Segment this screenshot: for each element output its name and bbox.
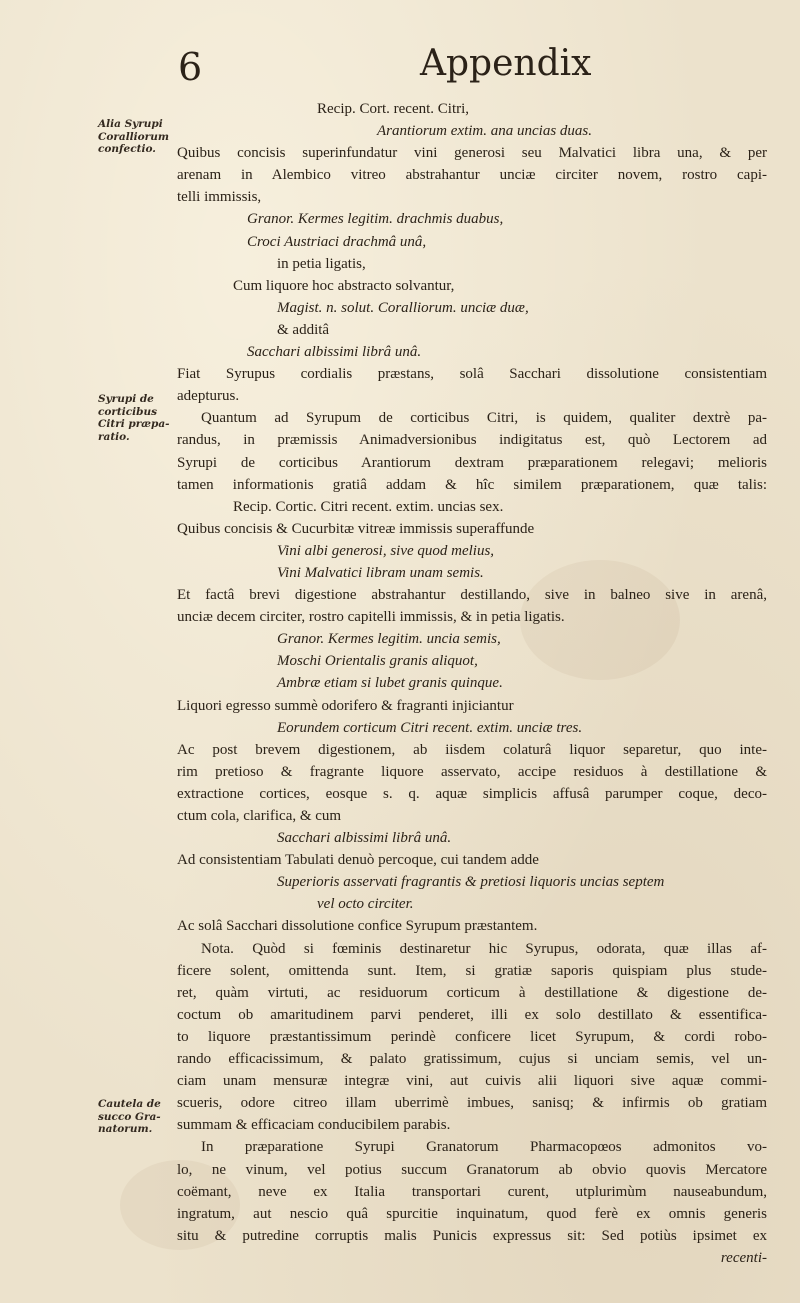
text-line: rando efficacissimum, & palato gratissimum, cujus si unciam semis, vel un- xyxy=(177,1051,767,1068)
text-line: Cum liquore hoc abstracto solvantur, xyxy=(233,277,455,294)
text-line: coëmant, neve ex Italia transportari curent, utplurimùm nauseabundum, xyxy=(177,1183,767,1200)
text-line: Ac solâ Sacchari dissolutione confice Syrupum præstantem. xyxy=(177,918,538,935)
text-line: Magist. n. solut. Coralliorum. unciæ duæ, xyxy=(277,299,529,316)
text-line: Arantiorum extim. ana uncias duas. xyxy=(377,123,592,140)
text-line: to liquore præstantissimum perindè conficere licet Syrupum, & cordi robo- xyxy=(177,1028,767,1045)
text-line: telli immissis, xyxy=(177,189,262,206)
margin-note xyxy=(98,393,176,443)
text-line: Ambræ etiam si lubet granis quinque. xyxy=(277,675,503,692)
text-line: ret, quàm virtuti, ac residuorum corticum à destillatione & digestione de- xyxy=(177,984,767,1001)
text-line: Sacchari albissimi librâ unâ. xyxy=(277,830,452,847)
text-line: Nota. Quòd si fœminis destinaretur hic Syrupus, odorata, quæ illas af- xyxy=(201,940,767,957)
text-line: ficere solent, omittenda sunt. Item, si gratiæ saporis quispiam plus stude- xyxy=(177,962,767,979)
text-line: in petia ligatis, xyxy=(277,255,366,272)
text-line: Granor. Kermes legitim. drachmis duabus, xyxy=(247,211,504,228)
text-line: Quantum ad Syrupum de corticibus Citri, is quidem, qualiter dextrè pa- xyxy=(201,410,767,427)
text-line: Ad consistentiam Tabulati denuò percoque, cui tandem adde xyxy=(177,852,539,869)
margin-note-line: Syrupi de xyxy=(98,393,154,405)
text-line: In præparatione Syrupi Granatorum Pharmacopœos admonitos vo- xyxy=(201,1139,767,1156)
text-line: Sacchari albissimi librâ unâ. xyxy=(247,344,422,361)
text-line: Ac post brevem digestionem, ab iisdem colaturâ liquor separetur, quo inte- xyxy=(177,741,767,758)
text-line: scueris, odore citreo illam uberrimè imbues, sanisq; & infirmis ob gratiam xyxy=(177,1095,767,1112)
text-line: Recip. Cort. recent. Citri, xyxy=(317,101,470,117)
margin-note-line: natorum. xyxy=(98,1123,153,1135)
text-line: summam & efficaciam conducibilem parabis. xyxy=(177,1117,451,1134)
page-title: Appendix xyxy=(420,43,592,84)
text-line: ingratum, aut nescio quâ spurcitie inquinatum, quod ferè ex omnis generis xyxy=(177,1205,767,1222)
text-line: tamen informationis gratiâ addam & hîc similem præparationem, quæ talis: xyxy=(177,476,767,493)
text-line: Vini Malvatici libram unam semis. xyxy=(277,564,484,581)
page-number: 6 xyxy=(178,45,203,89)
text-line: Vini albi generosi, sive quod melius, xyxy=(277,542,495,559)
margin-note-line: confectio. xyxy=(98,143,156,155)
margin-note-line: succo Gra- xyxy=(98,1110,161,1123)
text-line: Eorundem corticum Citri recent. extim. unciæ tres. xyxy=(277,719,583,736)
text-line: & additâ xyxy=(277,321,330,338)
text-line: arenam in Alembico vitreo abstrahantur unciæ circiter novem, rostro capi- xyxy=(177,167,767,184)
body-text xyxy=(177,98,767,1269)
text-line: Superioris asservati fragrantis & pretiosi liquoris uncias septem xyxy=(277,874,665,891)
margin-note-line: Coralliorum xyxy=(98,130,169,143)
text-line: extractione cortices, eosque s. q. aquæ simplicis affusâ parumper coque, deco- xyxy=(177,785,767,802)
text-line: Moschi Orientalis granis aliquot, xyxy=(277,653,478,670)
text-line: Recip. Cortic. Citri recent. extim. uncias sex. xyxy=(233,498,504,515)
text-line: ciam unam mensuræ integræ vini, aut cuivis alii liquori sive aquæ commi- xyxy=(177,1073,767,1090)
text-line: Croci Austriaci drachmâ unâ, xyxy=(247,233,427,250)
text-line: situ & putredine corruptis malis Punicis expressus sit: Sed potiùs ipsimet ex xyxy=(177,1227,767,1244)
text-line: Quibus concisis & Cucurbitæ vitreæ immissis superaffunde xyxy=(177,520,535,537)
text-line: Quibus concisis superinfundatur vini generosi seu Malvatici libra una, & per xyxy=(177,145,767,162)
margin-note-line: ratio. xyxy=(98,430,130,443)
margin-note xyxy=(98,118,176,156)
margin-note-line: corticibus xyxy=(98,405,158,418)
margin-note xyxy=(98,1098,176,1136)
catchword: recenti- xyxy=(720,1249,767,1266)
text-line: Liquori egresso summè odorifero & fragranti injiciantur xyxy=(177,697,514,714)
text-line: coctum ob amaritudinem parvi penderet, illi ex solo destillato & essentifica- xyxy=(177,1006,767,1023)
margin-note-line: Alia Syrupi xyxy=(98,118,163,130)
text-line: randus, in præmissis Animadversionibus indigitatus est, quò Lectorem ad xyxy=(177,432,767,449)
text-line: Syrupi de corticibus Arantiorum dextram præparationem relegavi; melioris xyxy=(177,454,767,471)
text-line: vel octo circiter. xyxy=(317,896,414,913)
text-line: ctum cola, clarifica, & cum xyxy=(177,808,342,824)
text-line: rim pretioso & fragrante liquore asservato, accipe residuos à destillatione & xyxy=(177,763,767,780)
margin-note-line: Citri præpa- xyxy=(98,418,170,430)
text-line: lo, ne vinum, vel potius succum Granatorum ab obvio quovis Mercatore xyxy=(177,1161,767,1178)
margin-note-line: Cautela de xyxy=(98,1098,161,1110)
text-line: Granor. Kermes legitim. uncia semis, xyxy=(277,631,501,648)
text-line: Fiat Syrupus cordialis præstans, solâ Sacchari dissolutione consistentiam xyxy=(177,366,767,383)
text-line: unciæ decem circiter, rostro capitelli immissis, & in petia ligatis. xyxy=(177,609,565,626)
text-line: adepturus. xyxy=(177,388,240,405)
text-line: Et factâ brevi digestione abstrahantur destillando, sive in balneo sive in arenâ, xyxy=(177,587,767,604)
